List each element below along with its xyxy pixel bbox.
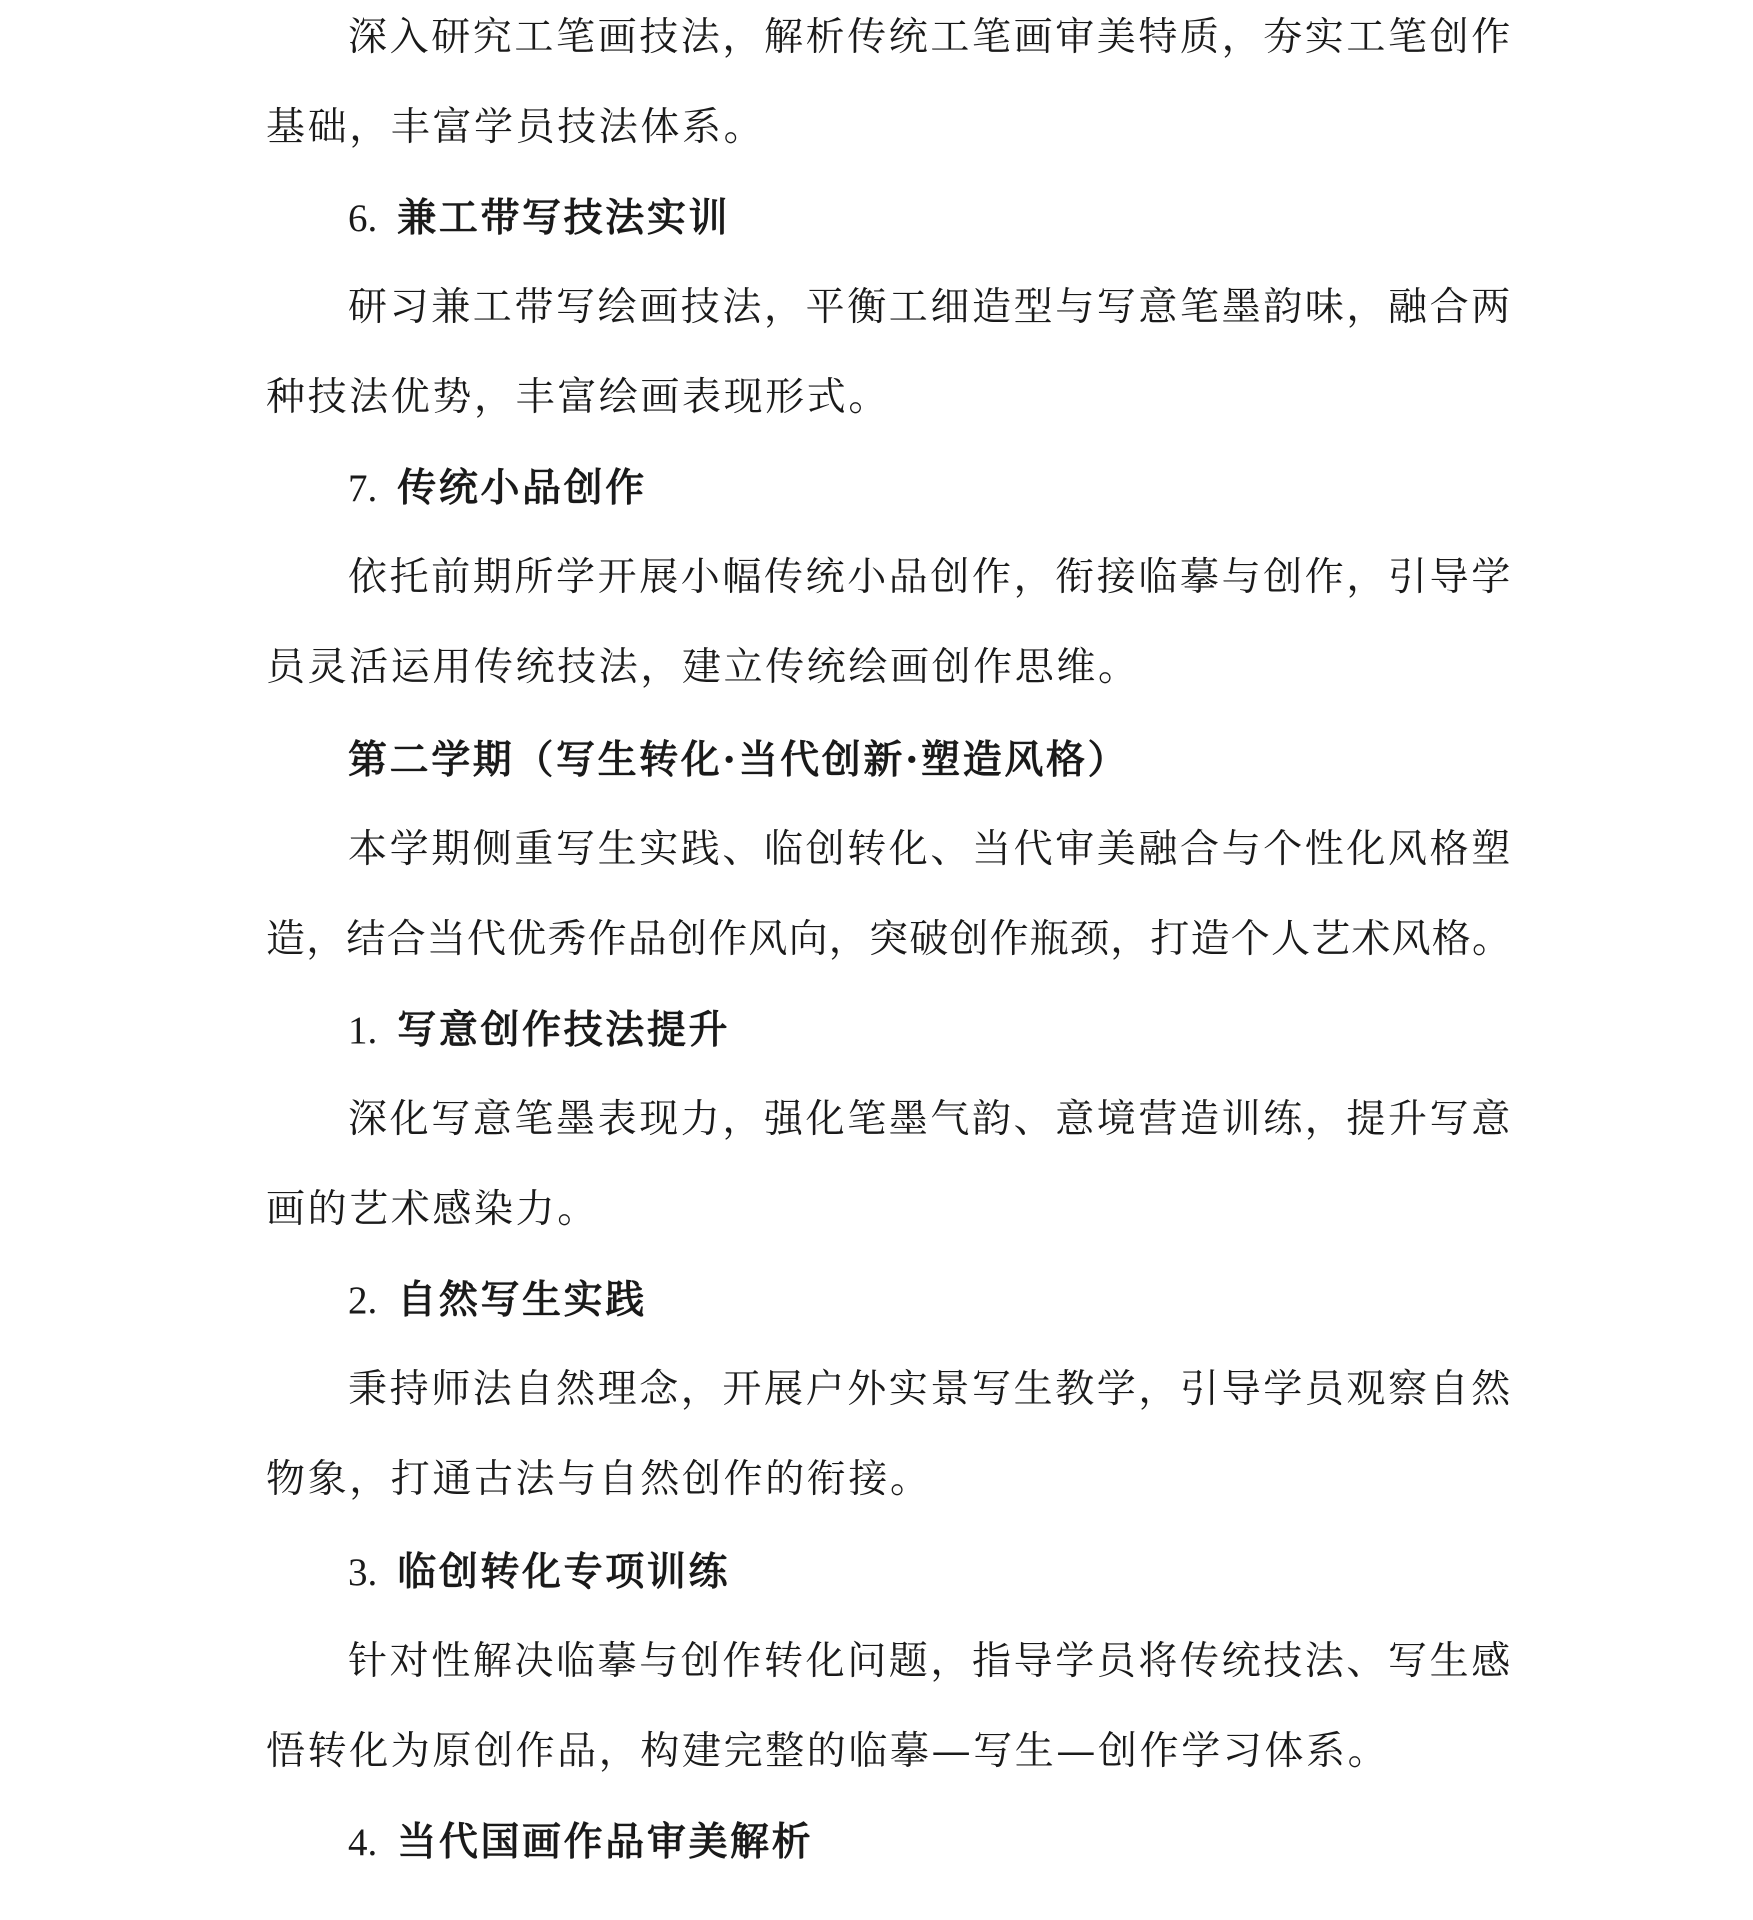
heading-text: 当代国画作品审美解析 <box>397 1819 814 1865</box>
section-heading <box>348 1546 1568 1599</box>
semester-heading: 第二学期（写生转化·当代创新·塑造风格） <box>348 737 1130 783</box>
paragraph-line: 依托前期所学开展小幅传统小品创作，衔接临摹与创作，引导学 <box>348 555 1513 600</box>
paragraph-line: 本学期侧重写生实践、临创转化、当代审美融合与个性化风格塑 <box>348 827 1513 872</box>
section-heading <box>348 192 1568 245</box>
heading-number: 1. <box>348 1009 378 1052</box>
section-heading <box>348 1274 1568 1327</box>
paragraph-line: 画的艺术感染力。 <box>266 1187 599 1232</box>
paragraph-line: 针对性解决临摹与创作转化问题，指导学员将传统技法、写生感 <box>348 1639 1513 1684</box>
heading-number: 6. <box>348 197 378 240</box>
section-heading <box>348 462 1568 515</box>
heading-text: 临创转化专项训练 <box>397 1549 731 1595</box>
paragraph-line: 深化写意笔墨表现力，强化笔墨气韵、意境营造训练，提升写意 <box>348 1097 1513 1142</box>
paragraph-line: 员灵活运用传统技法，建立传统绘画创作思维。 <box>266 645 1140 690</box>
section-heading <box>348 1004 1568 1057</box>
heading-text: 写意创作技法提升 <box>397 1007 731 1053</box>
heading-number: 4. <box>348 1821 378 1864</box>
paragraph-line: 深入研究工笔画技法，解析传统工笔画审美特质，夯实工笔创作 <box>348 15 1513 60</box>
paragraph-line: 物象，打通古法与自然创作的衔接。 <box>266 1457 932 1502</box>
paragraph-line: 秉持师法自然理念，开展户外实景写生教学，引导学员观察自然 <box>348 1367 1513 1412</box>
heading-number: 2. <box>348 1279 378 1322</box>
heading-text: 兼工带写技法实训 <box>397 195 731 241</box>
section-heading <box>348 1816 1568 1869</box>
paragraph-line: 种技法优势，丰富绘画表现形式。 <box>266 375 891 420</box>
heading-text: 自然写生实践 <box>397 1277 647 1323</box>
paragraph-line: 悟转化为原创作品，构建完整的临摹—写生—创作学习体系。 <box>266 1729 1390 1774</box>
heading-text: 传统小品创作 <box>397 465 647 511</box>
paragraph-line: 研习兼工带写绘画技法，平衡工细造型与写意笔墨韵味，融合两 <box>348 285 1513 330</box>
heading-number: 3. <box>348 1551 378 1594</box>
heading-number: 7. <box>348 467 378 510</box>
paragraph-line: 造，结合当代优秀作品创作风向，突破创作瓶颈，打造个人艺术风格。 <box>266 917 1513 962</box>
paragraph-line: 基础，丰富学员技法体系。 <box>266 105 766 150</box>
